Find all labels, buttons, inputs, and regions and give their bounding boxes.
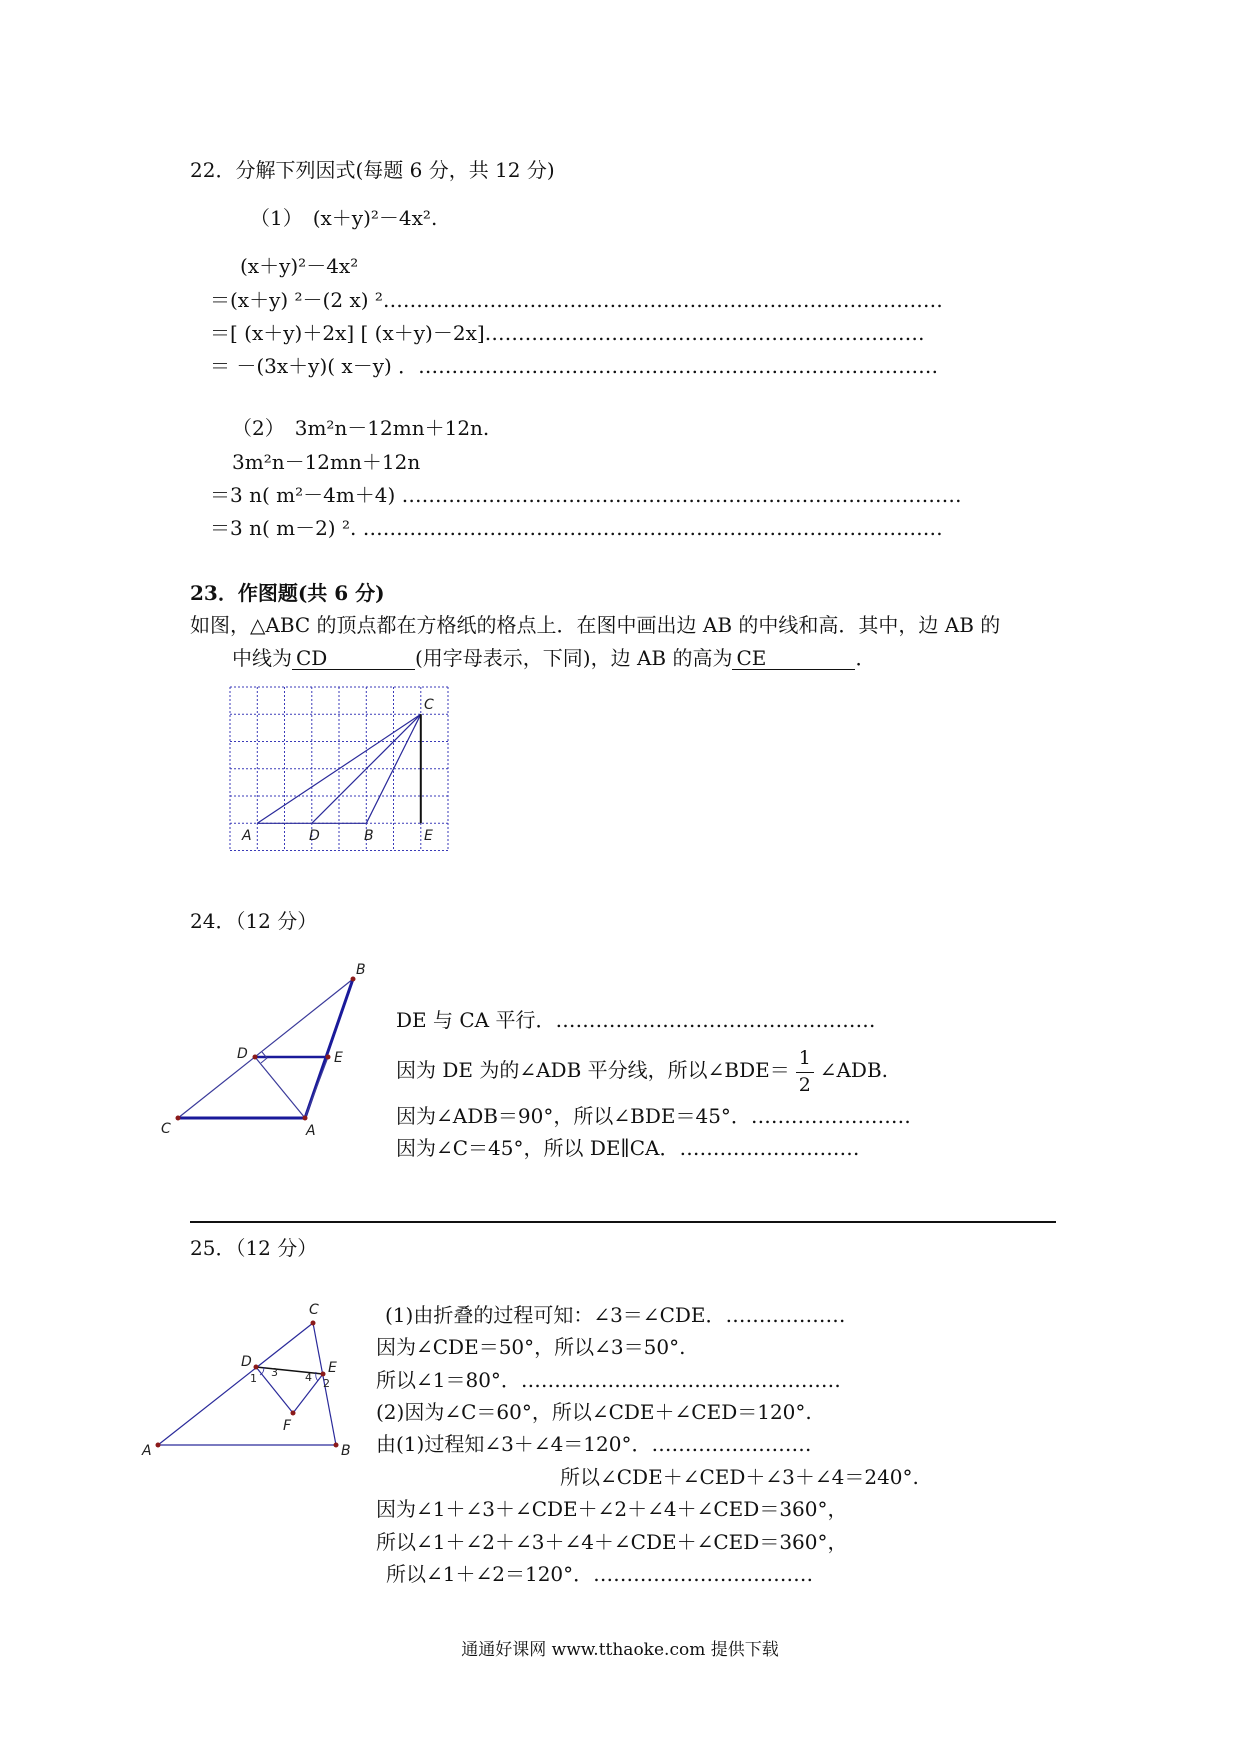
q25-triangle xyxy=(158,1323,336,1445)
q25-line: 因为∠1＋∠3＋∠CDE＋∠2＋∠4＋∠CED＝360°， xyxy=(376,1497,848,1521)
q22-part2-line: ＝3 n( m²－4m＋4) ………………………………………………………………………… xyxy=(210,483,962,507)
q25-label-a: A xyxy=(142,1443,152,1459)
q24-label-b: B xyxy=(356,962,366,978)
q24-line-2-start: 因为 DE 为的∠ADB 平分线，所以∠BDE＝ xyxy=(396,1058,790,1082)
q22-part2-prompt: （2） 3m²n－12mn＋12n. xyxy=(232,416,490,440)
q24-line-da xyxy=(255,1057,305,1118)
q24-label-d: D xyxy=(237,1046,248,1062)
q24-label-a: A xyxy=(306,1123,316,1139)
q25-label-c: C xyxy=(309,1302,319,1318)
q25-angle-4: 4 xyxy=(305,1371,312,1384)
q25-label-e: E xyxy=(328,1360,337,1376)
q25-line: 所以∠1＝80°．………………………………………… xyxy=(376,1368,841,1392)
q25-line: 由(1)过程知∠3＋∠4＝120°．…………………… xyxy=(376,1432,812,1456)
q25-line: 因为∠CDE＝50°，所以∠3＝50°. xyxy=(376,1335,686,1359)
q23-median-answer: CD xyxy=(292,648,415,670)
section-divider xyxy=(190,1221,1056,1223)
q25-line-de xyxy=(256,1367,323,1374)
q23-label-a: A xyxy=(242,828,252,844)
q22-part1-line: ＝ －(3x＋y)( x－y) ．…………………………………………………………………… xyxy=(210,354,939,378)
q25-label-b: B xyxy=(341,1443,351,1459)
q24-line-1: DE 与 CA 平行．………………………………………… xyxy=(396,1008,876,1032)
q25-points xyxy=(156,1321,339,1448)
q24-fraction-denominator: 2 xyxy=(798,1073,811,1096)
q24-line-2-end: ∠ADB. xyxy=(819,1058,889,1082)
q24-header: 24．（12 分） xyxy=(190,909,318,933)
q25-line: 所以∠CDE＋∠CED＋∠3＋∠4＝240°. xyxy=(560,1465,919,1489)
q24-figure xyxy=(150,960,370,1140)
q23-text-end: ． xyxy=(855,646,876,670)
q24-line-3: 因为∠ADB＝90°，所以∠BDE＝45°．…………………… xyxy=(396,1104,911,1128)
q24-label-e: E xyxy=(334,1050,343,1066)
q23-text-median-prefix: 中线为 xyxy=(232,646,292,670)
q25-label-f: F xyxy=(283,1418,292,1434)
q24-line-ea xyxy=(305,1057,328,1118)
q25-label-d: D xyxy=(241,1354,252,1370)
q22-part1-prompt: （1） (x＋y)²－4x². xyxy=(250,206,438,230)
q25-angle-2: 2 xyxy=(323,1377,330,1390)
q22-part1-line: ＝[ (x＋y)＋2x] [ (x＋y)－2x]………………………………………………………… xyxy=(210,321,925,345)
q23-text-line2 xyxy=(232,648,875,670)
q23-header: 23．作图题(共 6 分) xyxy=(190,581,385,605)
q25-line: 所以∠1＋∠2＝120°．…………………………… xyxy=(386,1562,814,1586)
q24-fraction-numerator: 1 xyxy=(798,1046,811,1069)
q23-label-b: B xyxy=(364,828,374,844)
q22-part1-line: ＝(x＋y) ²－(2 x) ²………………………………………………………………………… xyxy=(210,288,943,312)
page-footer: 通通好课网 www.tthaoke.com 提供下载 xyxy=(461,1640,779,1660)
q25-figure xyxy=(140,1280,360,1460)
q25-angle-3: 3 xyxy=(271,1366,278,1379)
q24-line-ab xyxy=(305,979,353,1118)
q23-triangle xyxy=(257,714,421,823)
q23-label-d: D xyxy=(309,828,320,844)
q23-label-e: E xyxy=(424,828,433,844)
q25-angle-1: 1 xyxy=(250,1372,257,1385)
q24-line-cb xyxy=(178,979,353,1118)
q23-text-line1: 如图，△ABC 的顶点都在方格纸的格点上．在图中画出边 AB 的中线和高．其中，边 AB 的 xyxy=(190,613,1001,637)
q22-part1-line: (x＋y)²－4x² xyxy=(240,254,359,278)
q25-line: (2)因为∠C＝60°，所以∠CDE＋∠CED＝120°. xyxy=(376,1400,812,1424)
q22-part2-line: 3m²n－12mn＋12n xyxy=(232,450,421,474)
q25-line: 所以∠1＋∠2＋∠3＋∠4＋∠CDE＋∠CED＝360°， xyxy=(376,1530,848,1554)
q24-fraction xyxy=(794,1046,816,1096)
q24-line-4: 因为∠C＝45°，所以 DE∥CA．……………………… xyxy=(396,1136,860,1160)
q24-label-c: C xyxy=(161,1121,171,1137)
q25-line: (1)由折叠的过程可知：∠3＝∠CDE．……………… xyxy=(385,1303,846,1327)
q23-height-answer: CE xyxy=(732,648,855,670)
q22-header: 22．分解下列因式(每题 6 分，共 12 分) xyxy=(190,158,555,182)
q24-line-2 xyxy=(396,1046,889,1096)
q23-label-c: C xyxy=(424,697,434,713)
q22-part2-line: ＝3 n( m－2) ². …………………………………………………………………………… xyxy=(210,516,943,540)
q23-text-middle: (用字母表示，下同)，边 AB 的高为 xyxy=(415,646,733,670)
q25-header: 25．（12 分） xyxy=(190,1236,318,1260)
q23-grid-figure xyxy=(230,687,450,853)
